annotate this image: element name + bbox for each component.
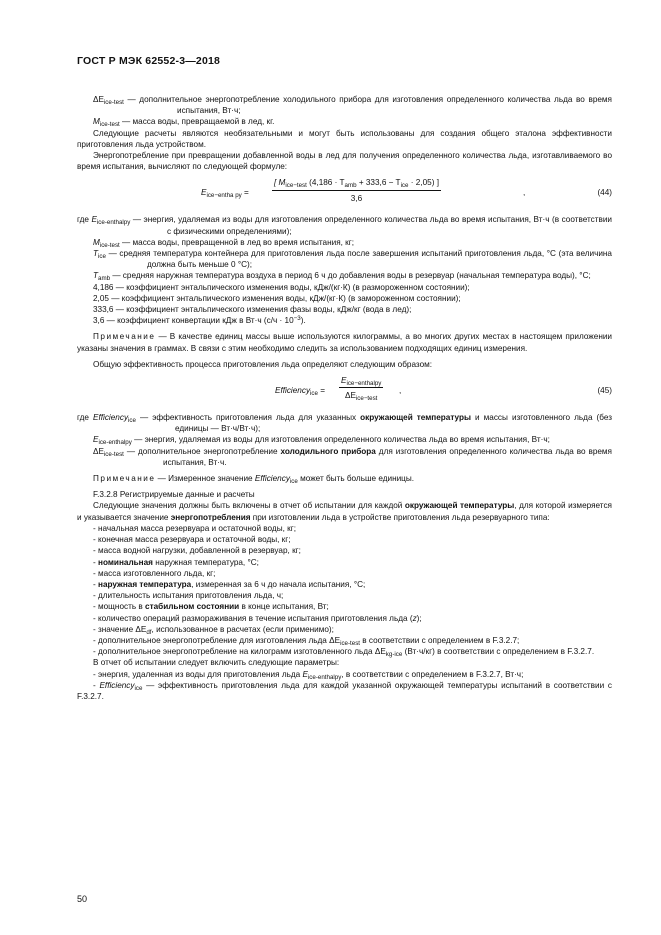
definition: $\Delta E_{ice-test}$ — дополнительное энергопотребление холодильного прибора для изготовления определенного количества льда во время испытания, Вт·ч;: [93, 95, 612, 116]
coefficient: 2,05 — коэффициент энтальпического изменения воды, кДж/(кг·К) (в замороженном состоянии);: [93, 293, 461, 303]
list-item: - масса водной нагрузки, добавленной в резервуар, кг;: [93, 546, 301, 556]
paragraph: В отчет об испытании следует включить следующие параметры:: [93, 658, 340, 668]
definition: $\Delta E_{ice-test}$ — дополнительное энергопотребление холодильного прибора для изготовления определенного количества льда во время испытания, Вт·ч.: [93, 446, 612, 467]
equation-number: (45): [597, 386, 612, 396]
equation-lhs: $E_{ice-entha py}$ =: [201, 188, 249, 200]
definition: $T_{ice}$ — средняя температура контейнера для приготовления льда после завершения испытаний приготовления льда, °С (эта величина должна быть меньше 0 °С);: [93, 249, 612, 270]
coefficient: 3,6 — коэффициент конвертации кДж в Вт·ч $(с/ч \cdot 10^{-3})$.: [93, 315, 306, 326]
page-number: 50: [77, 894, 88, 904]
list-item: - энергия, удаленная из воды для приготовления льда $E_{ice-enthalpy}$, в соответствии с определением в F.3.2.7, Вт·ч;: [93, 669, 524, 681]
section-heading: F.3.2.8 Регистрируемые данные и расчеты: [93, 490, 255, 500]
paragraph: Следующие расчеты являются необязательными и могут быть использованы для создания общего эталона эффективности приготовления льда устройством.: [77, 128, 612, 149]
paragraph: Общую эффективность процесса приготовления льда определяют следующим образом:: [93, 359, 433, 369]
definition: $E_{ice-enthalpy}$ — энергия, удаляемая из воды для изготовления определенного количества льда во время испытания, Вт·ч;: [93, 435, 550, 447]
paragraph: Энергопотребление при превращении добавленной воды в лед для получения определенного количества льда, изготавливаемого во время испытания, вычисляют по следующей формуле:: [77, 151, 612, 172]
equation-lhs: Efficiency$_{ice}$ =: [275, 386, 326, 398]
list-item: - длительность испытания приготовления льда, ч;: [93, 591, 284, 601]
equation-numerator: [ $M_{ice-test}$ $(4,186 \cdot T_{amb} + 333,6 - T_{ice} \cdot 2,05)$ ]: [274, 178, 439, 190]
paragraph: Следующие значения должны быть включены в отчет об испытании для каждой окружающей температуры, для которой измеряется и указывается значение энергопотребления при изготовлении льда в устройстве приготовления льда резервуарного типа:: [77, 501, 612, 522]
coefficient: 4,186 — коэффициент энтальпического изменения воды, кДж/(кг·К) (в размороженном состоянии);: [93, 282, 470, 292]
list-item: - масса изготовленного льда, кг;: [93, 568, 216, 578]
definition: где Efficiency$_{ice}$ — эффективность приготовления льда для указанных окружающей температуры и массы изготовленного льда (без единицы — Вт·ч/Вт·ч);: [77, 413, 613, 434]
list-item: - дополнительное энергопотребление для изготовления льда $\Delta E_{ice-test}$ в соответствии с определением в F.3.2.7;: [93, 635, 520, 647]
equation-fraction: [272, 177, 441, 203]
list-item: - начальная масса резервуара и остаточной воды, кг;: [93, 523, 296, 533]
list-item: - значение $\Delta E_{df}$, использованное в расчетах (если применимо);: [93, 624, 334, 636]
equation-denominator: 3,6: [350, 193, 363, 203]
list-item: - наружная температура, измеренная за 6 ч до начала испытания, °С;: [93, 579, 366, 589]
list-item: - конечная масса резервуара и остаточной воды, кг;: [93, 535, 291, 545]
definition: $T_{amb}$ — средняя наружная температура воздуха в период 6 ч до добавления воды в резервуар (начальная температура воды), °С;: [93, 271, 591, 283]
list-item: - номинальная наружная температура, °С;: [93, 557, 259, 567]
list-item: - количество операций размораживания в течение испытания приготовления льда (z);: [93, 613, 422, 623]
equation-fraction: [339, 375, 383, 401]
note: Примечание — Измеренное значение Efficiency$_{ice}$ может быть больше единицы.: [93, 474, 415, 486]
definition: $M_{ice-test}$ — масса воды, превращенной в лед во время испытания, кг;: [93, 237, 355, 249]
list-item: - дополнительное энергопотребление на килограмм изготовленного льда $\Delta E_{kg-ice}$ (Вт·ч/кг) в соответствии с определением в F.3.2.7.: [93, 647, 595, 659]
list-item: - Efficiency$_{ice}$ — эффективность приготовления льда для каждой указанной окружающей температуры испытаний в соответствии с F.3.2.7.: [77, 680, 612, 701]
page-content: [77, 94, 612, 702]
coefficient: 333,6 — коэффициент энтальпического изменения фазы воды, кДж/кг (вода в лед);: [93, 305, 412, 315]
equation-denominator: $\Delta E_{ice-test}$: [344, 391, 378, 403]
definition: где $E_{ice-enthalpy}$ — энергия, удаляемая из воды для изготовления определенного количества льда во время испытания, Вт·ч (в соответствии с физическими определениями);: [77, 215, 612, 236]
equation-number: (44): [597, 188, 612, 198]
equation-44: $E_{ice-entha py}$ = [ $M_{ice-test}$ $(4,186 \cdot T_{amb} + 333,6 - T_{ice} \cdot 2,05)$ ] 3,6 , (44): [201, 178, 612, 203]
definition: $M_{ice-test}$ — масса воды, превращаемой в лед, кг.: [93, 117, 275, 129]
equation-numerator: $E_{ice-enthalpy}$: [341, 376, 382, 388]
equation-45: Efficiency$_{ice}$ = $E_{ice-enthalpy}$ $\Delta E_{ice-test}$ , (45): [275, 376, 612, 403]
document-header: ГОСТ Р МЭК 62552-3—2018: [77, 55, 221, 67]
list-item: - мощность в стабильном состоянии в конце испытания, Вт;: [93, 602, 329, 612]
note: Примечание — В качестве единиц массы выше используются килограммы, а во многих других местах в настоящем приложении указаны значения в граммах. В связи с этим необходимо следить за использованием подходящих единиц измерения.: [77, 332, 612, 353]
